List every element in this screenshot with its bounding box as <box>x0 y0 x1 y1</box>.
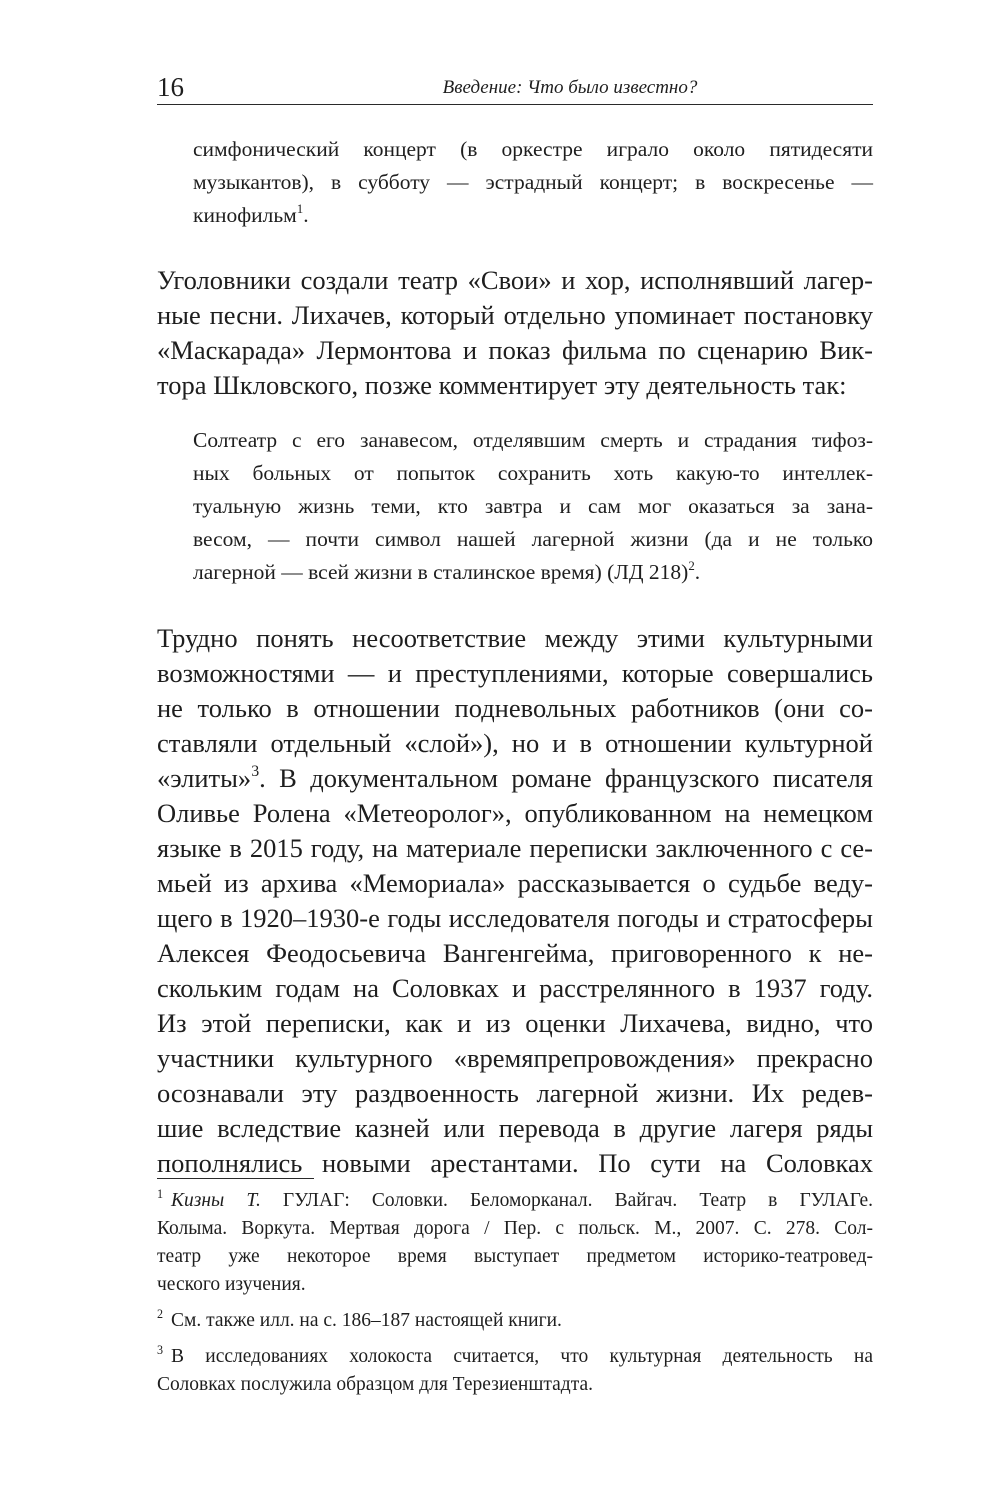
text-line: ставляли отдельный «слой»), но и в отношении культурной <box>157 728 873 758</box>
text-line: Трудно понять несоответствие между этими культурными <box>157 623 873 653</box>
text-line: Оливье Ролена «Метеоролог», опубликованном на немецком <box>157 798 873 828</box>
text-line: пополнялись новыми арестантами. По сути на Соловках <box>157 1148 873 1178</box>
text-line: «Маскарада» Лермонтова и показ фильма по сценарию Вик- <box>157 335 873 365</box>
footnote-line: ческого изучения. <box>157 1274 306 1295</box>
page-number: 16 <box>157 72 184 102</box>
paragraph-1 <box>157 263 873 403</box>
footnote-ref-2[interactable]: 2 <box>688 558 695 573</box>
running-title: Введение: Что было известно? <box>442 77 698 98</box>
footnote-rule <box>157 1178 314 1179</box>
text-line: Из этой переписки, как и из оценки Лихачева, видно, что <box>157 1008 873 1038</box>
footnote-1 <box>157 1187 873 1299</box>
text-line: участники культурного «времяпрепровождения» прекрасно <box>157 1043 873 1073</box>
quote-line: кинофильм$^1$. <box>193 201 309 227</box>
text-line: не только в отношении подневольных работников (они со- <box>157 693 873 723</box>
text-line: щего в 1920–1930-е годы исследователя погоды и стратосферы <box>157 903 873 933</box>
text-line: возможностями — и преступлениями, которые совершались <box>157 658 873 688</box>
text-line: шие вследствие казней или перевода в другие лагеря ряды <box>157 1113 873 1143</box>
block-quote-1 <box>193 133 873 232</box>
quote-line: музыкантов), в субботу — эстрадный концерт; в воскресенье — <box>193 170 873 194</box>
text-line: Уголовники создали театр «Свои» и хор, исполнявший лагер- <box>157 265 873 295</box>
footnote-number: 3 <box>157 1343 164 1358</box>
footnote-line: $^2$ См. также илл. на с. 186–187 настоящей книги. <box>157 1307 562 1331</box>
quote-line: Солтеатр с его занавесом, отделявшим смерть и страдания тифоз- <box>193 428 873 452</box>
paragraph-2 <box>157 621 873 1181</box>
text-line: ные песни. Лихачев, который отдельно упоминает постановку <box>157 300 873 330</box>
quote-line: весом, — почти символ нашей лагерной жизни (да и не только <box>193 527 873 551</box>
footnote-line: Соловках послужила образцом для Терезиенштадта. <box>157 1374 594 1395</box>
footnote-line: $^3$ В исследованиях холокоста считается, что культурная деятельность на <box>157 1343 873 1367</box>
footnote-2 <box>157 1307 873 1335</box>
header-rule <box>157 104 873 105</box>
footnote-number: 2 <box>157 1307 164 1322</box>
text-line: «элиты»$^3$. В документальном романе французского писателя <box>157 762 873 793</box>
footnote-author: Кизны Т. <box>171 1190 261 1211</box>
text-line: осознавали эту раздвоенность лагерной жизни. Их редев- <box>157 1078 873 1108</box>
footnote-3 <box>157 1343 873 1399</box>
block-quote-2 <box>193 424 873 589</box>
footnotes <box>157 1187 873 1407</box>
quote-line: ных больных от попыток сохранить хоть какую-то интеллек- <box>193 461 873 485</box>
text-line: мьей из архива «Мемориала» рассказывается о судьбе веду- <box>157 868 873 898</box>
quote-line: лагерной — всей жизни в сталинское время) (ЛД 218)$^2$. <box>193 558 701 584</box>
footnote-ref-3[interactable]: 3 <box>251 762 260 780</box>
quote-line: туальную жизнь теми, кто завтра и сам мог оказаться за зана- <box>193 494 873 518</box>
text-line: Алексея Феодосьевича Вангенгейма, приговоренного к не- <box>157 938 873 968</box>
footnote-ref-1[interactable]: 1 <box>296 201 304 216</box>
text-line: языке в 2015 году, на материале переписки заключенного с се- <box>157 833 873 863</box>
quote-line: симфонический концерт (в оркестре играло около пятидесяти <box>193 137 873 161</box>
footnote-line: Колыма. Воркута. Мертвая дорога / Пер. с польск. М., 2007. С. 278. Сол- <box>157 1218 873 1239</box>
footnote-number: 1 <box>157 1187 164 1202</box>
text-line: тора Шкловского, позже комментирует эту деятельность так: <box>157 370 847 400</box>
text-line: скольким годам на Соловках и расстрелянного в 1937 году. <box>157 973 873 1003</box>
footnote-line: театр уже некоторое время выступает предметом историко-театровед- <box>157 1246 873 1267</box>
footnote-line: $^1$ Кизны Т. ГУЛАГ: Соловки. Беломорканал. Вайгач. Театр в ГУЛАГе. <box>157 1187 873 1211</box>
